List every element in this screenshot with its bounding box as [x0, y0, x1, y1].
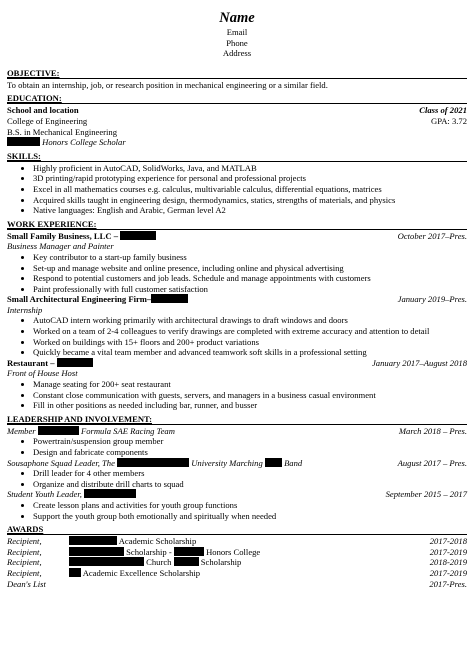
award-dates: 2017-Pres. — [429, 578, 467, 589]
redaction-block — [120, 231, 156, 240]
award-dates: 2018-2019 — [429, 557, 467, 568]
redaction-block — [7, 137, 40, 146]
list-item: • Respond to potential customers and job leads. Schedule and manage appointments with customers — [33, 273, 467, 284]
list-item: • Create lesson plans and activities for youth group functions — [33, 500, 467, 511]
list-item: • Worked on buildings with 15+ floors and 200+ product variations — [33, 337, 467, 348]
redaction-block — [69, 547, 124, 556]
objective-section — [7, 68, 467, 91]
resume-header — [7, 10, 467, 59]
job-dates: January 2019–Pres. — [397, 294, 467, 305]
entry-dates: September 2015 – 2017 — [385, 489, 467, 500]
awards-title: AWARDS — [7, 524, 467, 535]
list-item: • Set-up and manage website and online presence, including online and physical advertising — [33, 263, 467, 274]
redaction-block — [69, 568, 81, 577]
award-text: Academic Excellence Scholarship — [82, 567, 201, 578]
awards-section — [7, 524, 467, 589]
entry-items — [7, 468, 467, 489]
award-text: Scholarship - — [126, 546, 172, 557]
gpa: GPA: 3.72 — [431, 115, 467, 126]
education-section — [7, 93, 467, 147]
job-role: Internship — [7, 304, 43, 315]
list-item: • Support the youth group both emotionally and spiritually when needed — [33, 511, 467, 522]
award-dates: 2017-2019 — [429, 546, 467, 557]
entry-dates: August 2017 – Pres. — [397, 457, 467, 468]
leadership-section — [7, 414, 467, 521]
job-org: Restaurant – — [7, 357, 55, 368]
entry-items — [7, 500, 467, 521]
redaction-block — [69, 536, 117, 545]
class-of: Class of 2021 — [419, 105, 467, 116]
list-item: • Drill leader for 4 other members — [33, 468, 467, 479]
list-item: • Highly proficient in AutoCAD, SolidWorks, Java, and MATLAB — [33, 163, 467, 174]
role-org-suffix: Band — [284, 457, 303, 468]
job-org: Small Architectural Engineering Firm– — [7, 294, 152, 305]
list-item: • Design and fabricate components — [33, 447, 467, 458]
redaction-block — [174, 547, 204, 556]
role-label: Student Youth Leader, — [7, 489, 82, 500]
entry-items — [7, 436, 467, 457]
list-item: • Powertrain/suspension group member — [33, 436, 467, 447]
award-label: Recipient, — [7, 536, 42, 547]
redaction-block — [57, 358, 93, 367]
address: Address — [222, 48, 252, 59]
job-duties — [7, 315, 467, 357]
list-item: • Paint professionally with full customer satisfaction — [33, 284, 467, 295]
redaction-block — [265, 458, 282, 467]
redaction-block — [117, 458, 189, 467]
skills-list — [7, 163, 467, 216]
leadership-title: LEADERSHIP AND INVOLVEMENT: — [7, 414, 467, 425]
honors-line — [7, 137, 467, 148]
skills-section — [7, 151, 467, 216]
list-item: • Fill in other positions as needed including bar, runner, and busser — [33, 400, 467, 411]
job-dates: October 2017–Pres. — [397, 230, 467, 241]
redaction-block — [84, 489, 136, 498]
role-label: Member — [7, 425, 36, 436]
list-item: • Excel in all mathematics courses e.g. calculus, multivariable calculus, differential equations, matrices — [33, 184, 467, 195]
job-org: Small Family Business, LLC – — [7, 230, 119, 241]
role-org: Formula SAE Racing Team — [80, 425, 175, 436]
objective-text: To obtain an internship, job, or research position in mechanical engineering or a similar field. — [7, 79, 328, 90]
list-item: • Native languages: English and Arabic, German level A2 — [33, 205, 467, 216]
email: Email — [226, 27, 248, 37]
objective-title: OBJECTIVE: — [7, 68, 467, 79]
job-role: Front of House Host — [7, 368, 78, 379]
redaction-block — [151, 294, 188, 303]
degree: B.S. in Mechanical Engineering — [7, 126, 118, 137]
award-dates: 2017-2019 — [429, 567, 467, 578]
list-item: • AutoCAD intern working primarily with architectural drawings to draft windows and doors — [33, 315, 467, 326]
role-org: University Marching — [191, 457, 263, 468]
redaction-block — [38, 426, 79, 435]
award-text: Scholarship — [200, 557, 242, 568]
job-duties — [7, 379, 467, 411]
list-item: • Manage seating for 200+ seat restaurant — [33, 379, 467, 390]
award-label: Recipient, — [7, 567, 42, 578]
school-name: School and location — [7, 105, 79, 116]
entry-dates: March 2018 – Pres. — [398, 425, 467, 436]
education-title: EDUCATION: — [7, 93, 467, 104]
list-item: • Worked on a team of 2-4 colleagues to verify drawings are completed with extreme accuracy and attention to detail — [33, 326, 467, 337]
award-text: Academic Scholarship — [118, 536, 197, 547]
list-item: • Constant close communication with guests, servers, and managers in a business casual environment — [33, 390, 467, 401]
phone: Phone — [226, 37, 248, 48]
job-duties — [7, 252, 467, 294]
redaction-block — [174, 557, 199, 566]
candidate-name: Name — [219, 10, 255, 26]
job-role: Business Manager and Painter — [7, 241, 114, 252]
honors: Honors College Scholar — [42, 137, 126, 148]
college-name: College of Engineering — [7, 115, 88, 126]
award-dates: 2017-2018 — [429, 536, 467, 547]
award-label: Recipient, — [7, 546, 42, 557]
award-text: Honors College — [206, 546, 261, 557]
job-dates: January 2017–August 2018 — [371, 357, 467, 368]
skills-title: SKILLS: — [7, 151, 467, 162]
list-item: • Acquired skills taught in engineering design, thermodynamics, statics, strengths of materials, and physics — [33, 195, 467, 206]
list-item: • Key contributor to a start-up family business — [33, 252, 467, 263]
list-item: • 3D printing/rapid prototyping experience for personal and professional projects — [33, 173, 467, 184]
award-text: Church — [146, 557, 172, 568]
role-label: Sousaphone Squad Leader, The — [7, 457, 115, 468]
list-item: • Quickly became a vital team member and advanced teamwork soft skills in a professional setting — [33, 347, 467, 358]
redaction-block — [69, 557, 144, 566]
list-item: • Organize and distribute drill charts to squad — [33, 479, 467, 490]
award-label: Dean's List — [7, 578, 46, 589]
work-section — [7, 219, 467, 411]
award-label: Recipient, — [7, 557, 42, 568]
work-title: WORK EXPERIENCE: — [7, 219, 467, 230]
